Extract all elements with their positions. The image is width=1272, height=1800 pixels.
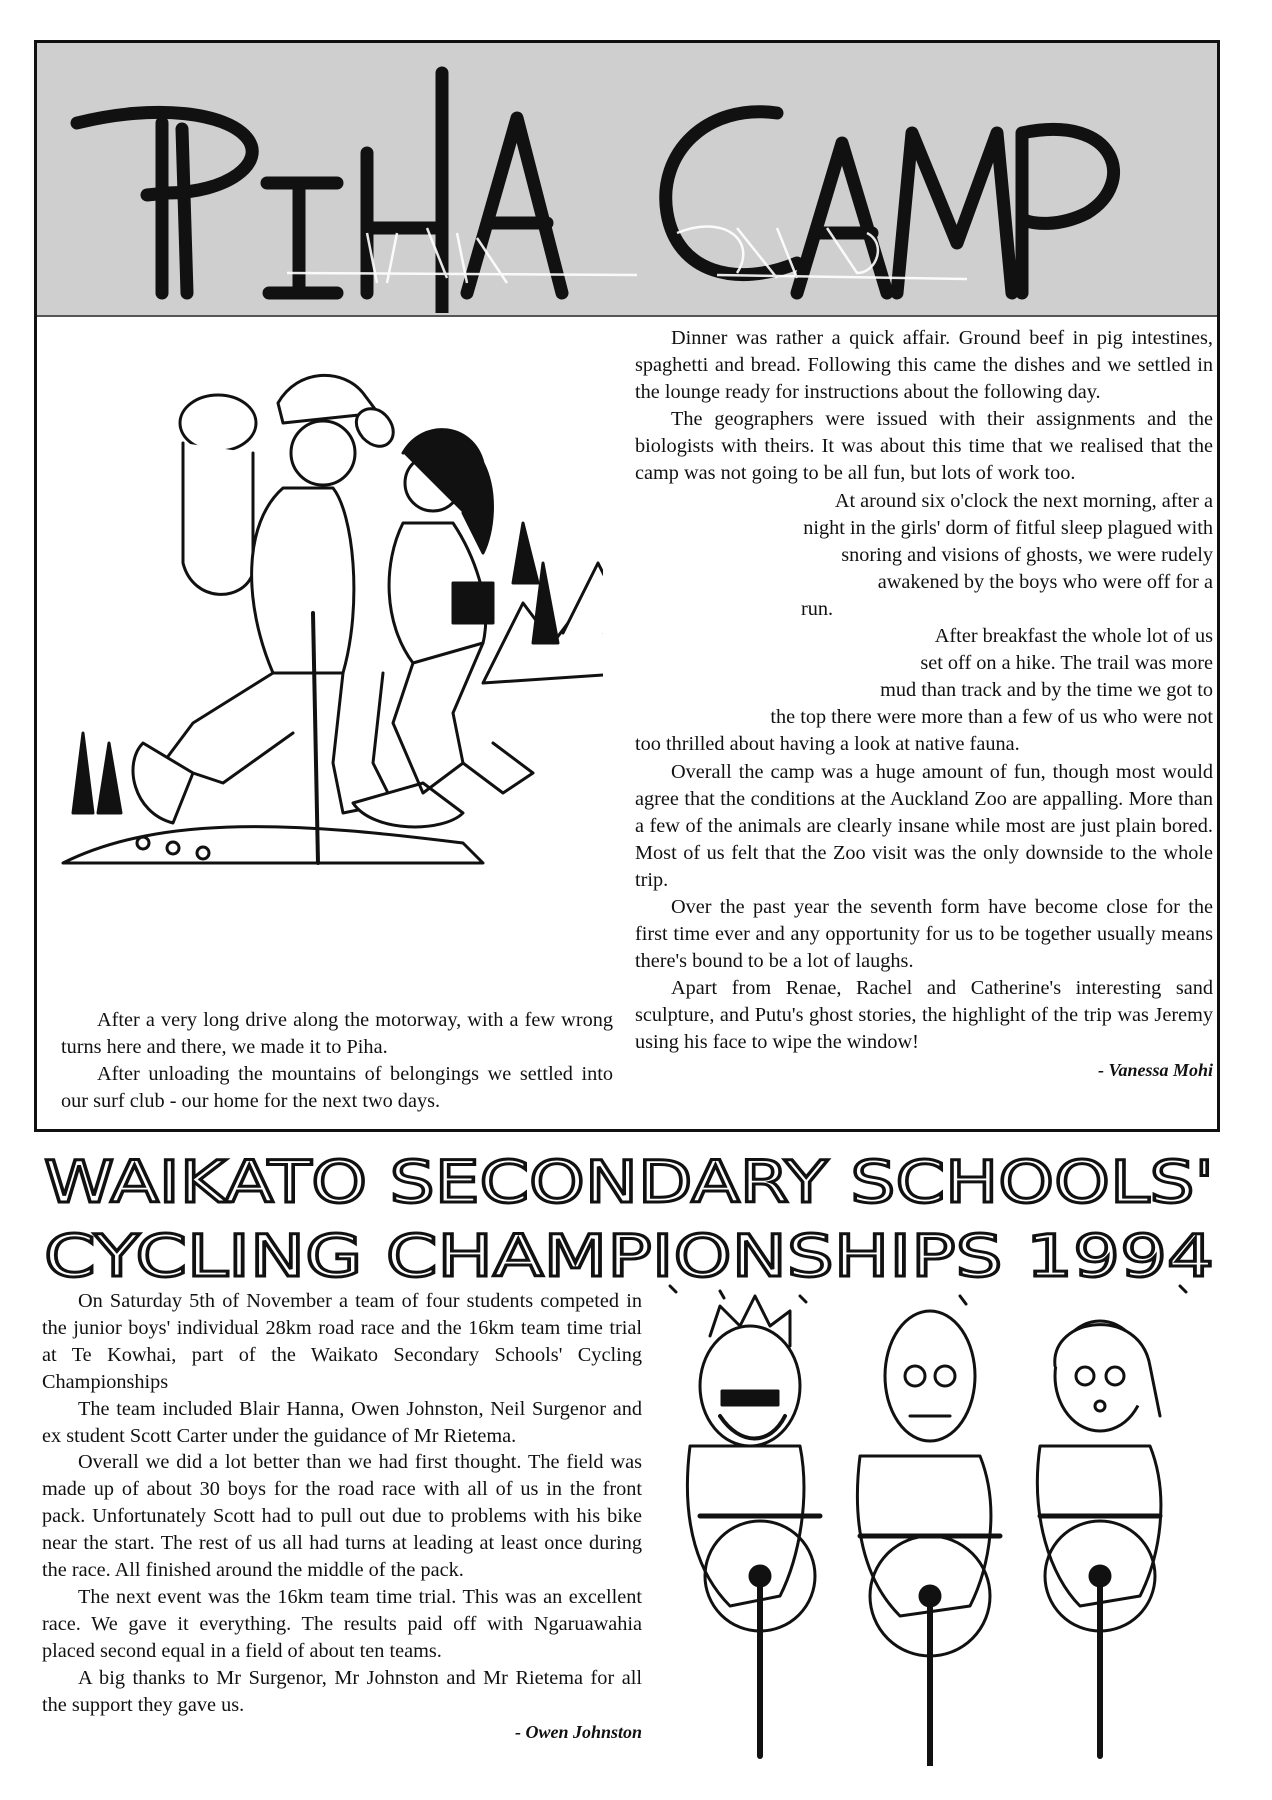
- paragraph-geographers: The geographers were issued with their assignments and the biologists with theirs. It was about this time that we realised that the camp was not going to be all fun, but lots of work too.: [635, 408, 1213, 485]
- paragraph-seventh-form: Over the past year the seventh form have become close for the first time ever and any opportunity for us to be together usually means there's bound to be a lot of laughs.: [635, 895, 1213, 973]
- paragraph-thanks: A big thanks to Mr Surgenor, Mr Johnston and Mr Rietema for all the support they gave us.: [42, 1666, 642, 1716]
- paragraph-hike-line: set off on a hike. The trail was more: [920, 652, 1213, 675]
- paragraph-dinner: Dinner was rather a quick affair. Ground beef in pig intestines, spaghetti and bread. Following this came the dishes and we settled in the lounge ready for instructions about the following day.: [635, 327, 1213, 404]
- cycling-title-lettering: [34, 1140, 1234, 1288]
- svg-text:CYCLING CHAMPIONSHIPS 1994: CYCLING CHAMPIONSHIPS 1994: [44, 1222, 1214, 1288]
- paragraph-morning-line: night in the girls' dorm of fitful sleep plagued with: [803, 516, 1213, 539]
- cycling-article-column: [42, 1288, 642, 1745]
- cycling-author: - Owen Johnston: [514, 1721, 642, 1742]
- piha-camp-banner: [37, 43, 1217, 317]
- piha-author: - Vanessa Mohi: [1097, 1059, 1213, 1080]
- paragraph-hike-line: the top there were more than a few of us who were not: [770, 706, 1213, 729]
- paragraph-saturday: On Saturday 5th of November a team of four students competed in the junior boys' individual 28km road race and the 16km team time trial at Te Kowhai, part of the Waikato Secondary Schools' Cycling Championships: [42, 1290, 642, 1393]
- paragraph-team: The team included Blair Hanna, Owen Johnston, Neil Surgenor and ex student Scott Carter under the guidance of Mr Rietema.: [42, 1397, 642, 1447]
- hikers-illustration: [43, 343, 603, 873]
- paragraph-time-trial: The next event was the 16km team time trial. This was an excellent race. We gave it everything. The results paid off with Ngaruawahia placed second equal in a field of about ten teams.: [42, 1585, 642, 1662]
- piha-left-column: [61, 1007, 613, 1115]
- paragraph-highlight: Apart from Renae, Rachel and Catherine's interesting sand sculpture, and Putu's ghost stories, the highlight of the trip was Jeremy using his face to wipe the window!: [635, 977, 1213, 1054]
- piha-right-column: [635, 325, 1213, 1084]
- paragraph-hike-line: mud than track and by the time we got to: [880, 679, 1213, 702]
- paragraph-morning-line: awakened by the boys who were off for a: [877, 570, 1213, 593]
- cycling-heading: [34, 1140, 1234, 1288]
- paragraph-unloading: After unloading the mountains of belongings we settled into our surf club - our home for the next two days.: [61, 1063, 613, 1113]
- paragraph-hike-line: After breakfast the whole lot of us: [934, 625, 1213, 648]
- svg-text:WAIKATO SECONDARY SCHOOLS': WAIKATO SECONDARY SCHOOLS': [44, 1148, 1214, 1216]
- paragraph-morning-line: run.: [801, 597, 834, 620]
- paragraph-morning-line: At around six o'clock the next morning, after a: [834, 489, 1213, 512]
- piha-camp-title-lettering: [37, 43, 1217, 313]
- paragraph-overall: Overall the camp was a huge amount of fun, though most would agree that the conditions at the Auckland Zoo are appalling. More than a few of the animals are clearly insane while most are just plain bored. Most of us felt that the Zoo visit was the only downside to the whole trip.: [635, 760, 1213, 891]
- paragraph-hike-line: too thrilled about having a look at native fauna.: [635, 733, 1020, 756]
- cyclists-illustration: [660, 1276, 1220, 1766]
- paragraph-overall-race: Overall we did a lot better than we had first thought. The field was made up of about 30 boys for the road race with all of us in the front pack. Unfortunately Scott had to pull out due to problems with his bike near the start. The rest of us all had turns at leading at least once during the race. All finished around the middle of the pack.: [42, 1451, 642, 1582]
- paragraph-drive: After a very long drive along the motorway, with a few wrong turns here and there, we made it to Piha.: [61, 1009, 613, 1059]
- piha-camp-article: [34, 40, 1220, 1132]
- paragraph-morning-line: snoring and visions of ghosts, we were rudely: [841, 543, 1213, 566]
